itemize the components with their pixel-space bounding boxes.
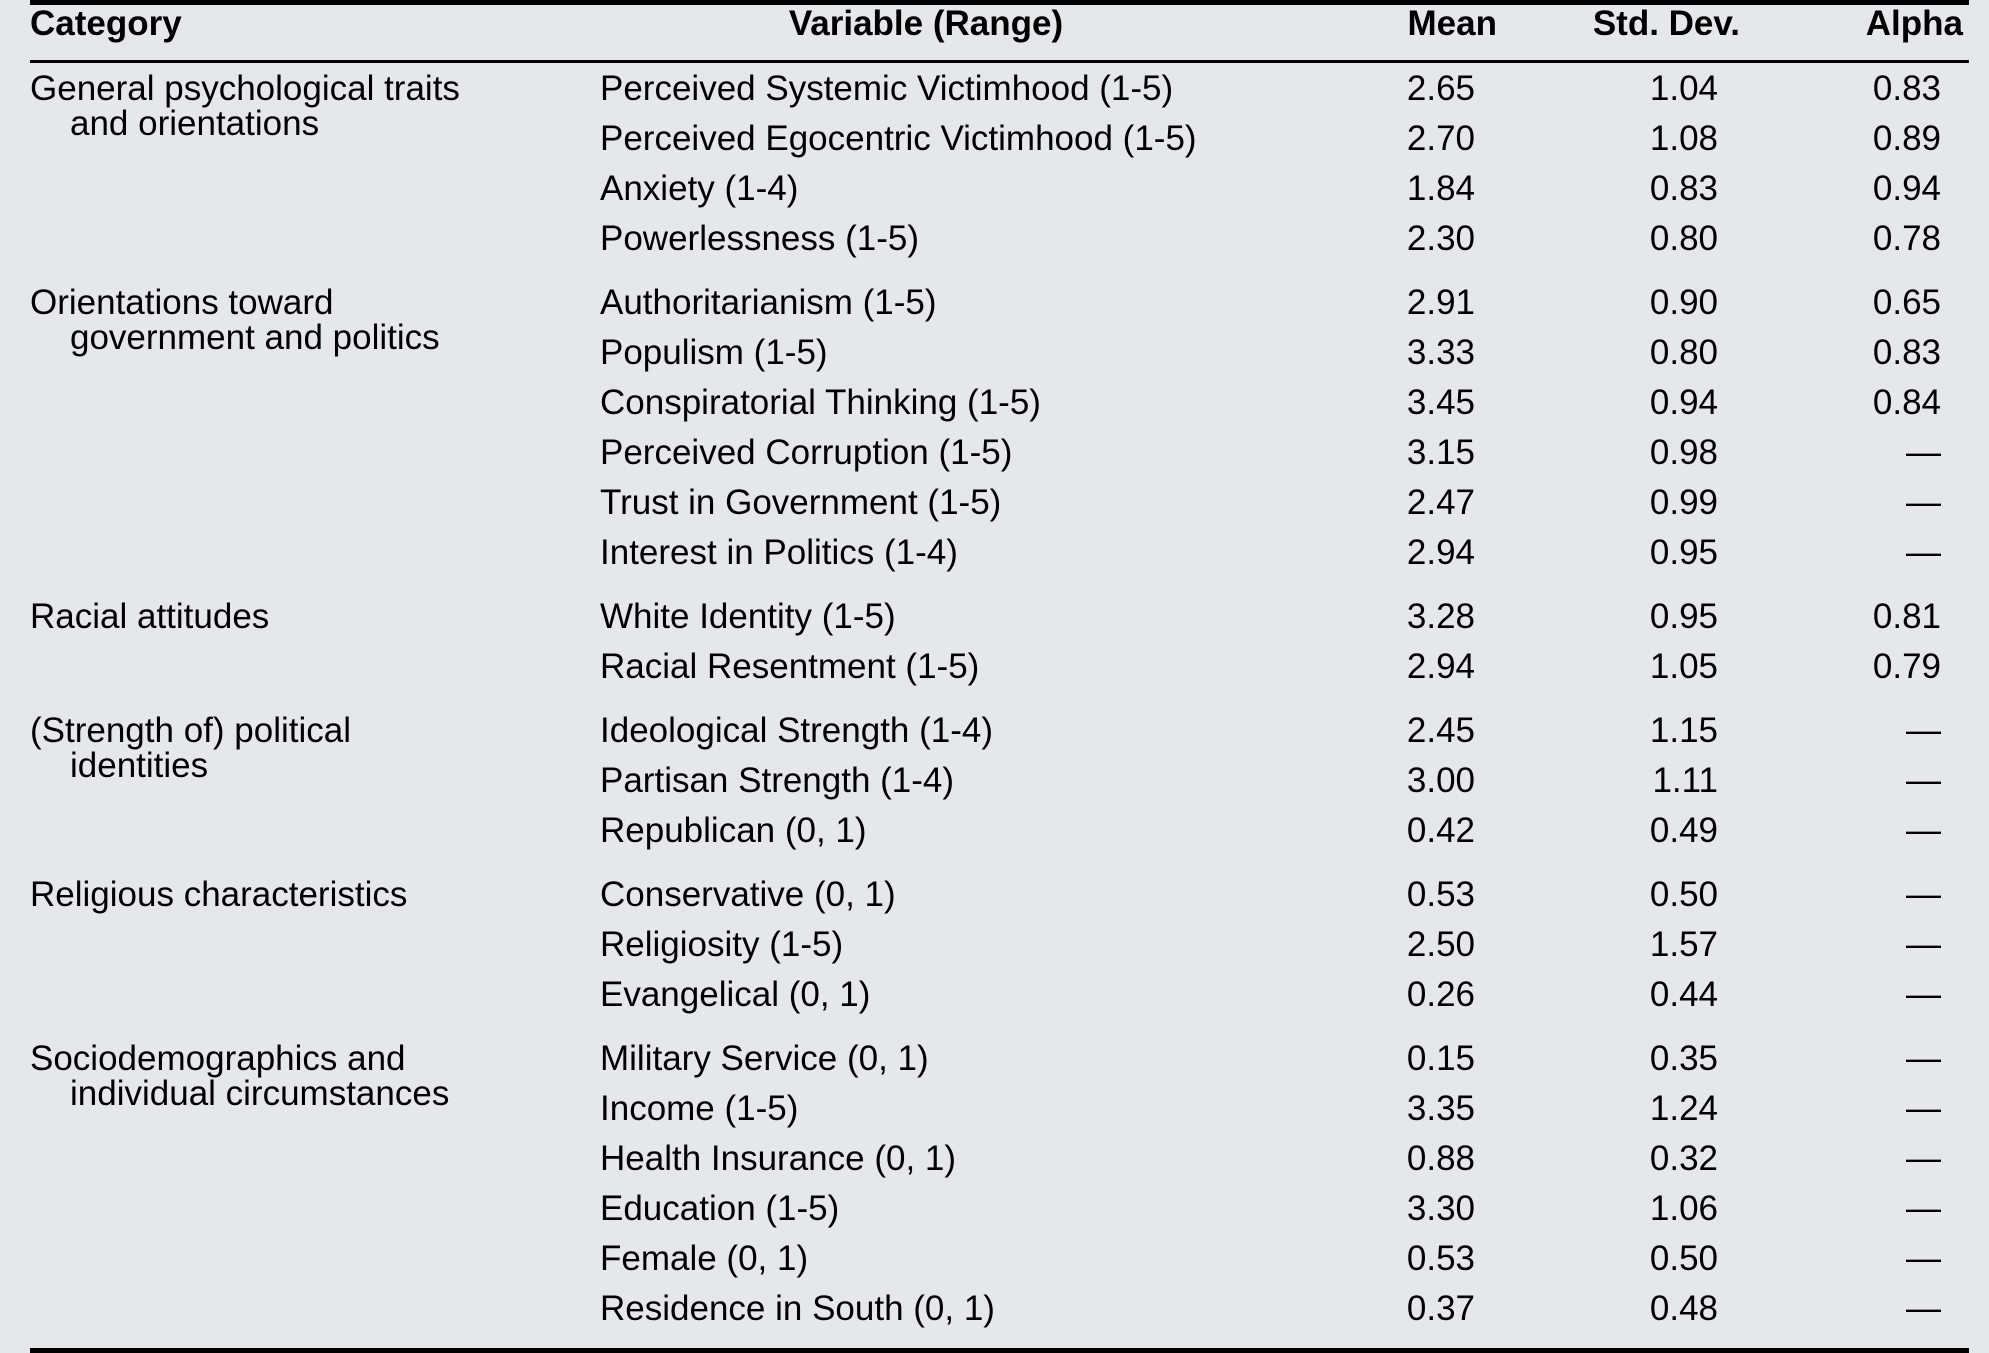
- std-dev-cell: 0.50: [1649, 1238, 1718, 1278]
- column-header-std-dev: Std. Dev.: [1592, 4, 1740, 43]
- alpha-cell: 0.79: [1872, 646, 1941, 686]
- std-dev-cell: 1.04: [1649, 68, 1718, 108]
- mean-cell: 2.47: [1406, 482, 1475, 522]
- alpha-cell: —: [1906, 760, 1941, 800]
- mean-cell: 3.35: [1406, 1088, 1475, 1128]
- mean-cell: 3.45: [1406, 382, 1475, 422]
- variable-cell: Health Insurance (0, 1): [600, 1138, 957, 1178]
- std-dev-cell: 1.24: [1649, 1088, 1718, 1128]
- alpha-cell: —: [1906, 1238, 1941, 1278]
- mean-cell: 1.84: [1406, 168, 1475, 208]
- mean-cell: 3.00: [1406, 760, 1475, 800]
- variable-cell: Evangelical (0, 1): [600, 974, 871, 1014]
- variable-cell: Partisan Strength (1-4): [600, 760, 955, 800]
- std-dev-cell: 1.06: [1649, 1188, 1718, 1228]
- std-dev-cell: 0.48: [1649, 1288, 1718, 1328]
- alpha-cell: 0.78: [1872, 218, 1941, 258]
- std-dev-cell: 0.83: [1649, 168, 1718, 208]
- std-dev-cell: 0.50: [1649, 874, 1718, 914]
- alpha-cell: 0.89: [1872, 118, 1941, 158]
- alpha-cell: 0.65: [1872, 282, 1941, 322]
- category-label-line1: Orientations toward: [30, 282, 334, 322]
- column-header-mean: Mean: [1407, 4, 1497, 43]
- descriptive-statistics-table: [30, 0, 1969, 1353]
- std-dev-cell: 0.95: [1649, 596, 1718, 636]
- table-row: [30, 263, 1969, 327]
- std-dev-cell: 1.15: [1649, 710, 1718, 750]
- category-cell: [30, 691, 600, 855]
- std-dev-cell: 1.11: [1652, 760, 1718, 800]
- mean-cell: 0.88: [1406, 1138, 1475, 1178]
- variable-cell: Female (0, 1): [600, 1238, 809, 1278]
- mean-cell: 0.53: [1406, 874, 1475, 914]
- variable-cell: Income (1-5): [600, 1088, 799, 1128]
- std-dev-cell: 0.80: [1649, 332, 1718, 372]
- variable-cell: Trust in Government (1-5): [600, 482, 1002, 522]
- variable-cell: Religiosity (1-5): [600, 924, 844, 964]
- mean-cell: 2.45: [1406, 710, 1475, 750]
- mean-cell: 2.94: [1406, 646, 1475, 686]
- mean-cell: 2.65: [1406, 68, 1475, 108]
- category-label-line1: Racial attitudes: [30, 596, 270, 636]
- table-header: [30, 3, 1969, 62]
- category-cell: [30, 577, 600, 691]
- table-row: [30, 855, 1969, 919]
- table-row: [30, 61, 1969, 113]
- mean-cell: 2.91: [1406, 282, 1475, 322]
- variable-cell: Racial Resentment (1-5): [600, 646, 980, 686]
- mean-cell: 2.30: [1406, 218, 1475, 258]
- category-cell: [30, 263, 600, 577]
- alpha-cell: —: [1906, 924, 1941, 964]
- variable-cell: Education (1-5): [600, 1188, 840, 1228]
- variable-cell: Residence in South (0, 1): [600, 1288, 995, 1328]
- alpha-cell: 0.83: [1872, 332, 1941, 372]
- category-label-line1: General psychological traits: [30, 68, 460, 108]
- std-dev-cell: 1.57: [1649, 924, 1718, 964]
- alpha-cell: 0.84: [1872, 382, 1941, 422]
- mean-cell: 2.70: [1406, 118, 1475, 158]
- category-label-line2: government and politics: [70, 317, 440, 357]
- category-label-line1: (Strength of) political: [30, 710, 351, 750]
- alpha-cell: 0.81: [1872, 596, 1941, 636]
- std-dev-cell: 0.94: [1649, 382, 1718, 422]
- mean-cell: 3.15: [1406, 432, 1475, 472]
- alpha-cell: —: [1906, 1188, 1941, 1228]
- std-dev-cell: 0.35: [1649, 1038, 1718, 1078]
- alpha-cell: —: [1906, 532, 1941, 572]
- variable-cell: Ideological Strength (1-4): [600, 710, 993, 750]
- alpha-cell: —: [1906, 1138, 1941, 1178]
- column-header-variable: Variable (Range): [788, 4, 1064, 43]
- std-dev-cell: 1.08: [1649, 118, 1718, 158]
- alpha-cell: —: [1906, 1038, 1941, 1078]
- alpha-cell: —: [1906, 482, 1941, 522]
- category-label-line1: Sociodemographics and: [30, 1038, 406, 1078]
- table-row: [30, 577, 1969, 641]
- variable-cell: Perceived Egocentric Victimhood (1-5): [600, 118, 1197, 158]
- variable-cell: Conspiratorial Thinking (1-5): [600, 382, 1041, 422]
- alpha-cell: —: [1906, 874, 1941, 914]
- alpha-cell: —: [1906, 974, 1941, 1014]
- category-label-line1: Religious characteristics: [30, 874, 408, 914]
- alpha-cell: —: [1906, 710, 1941, 750]
- std-dev-cell: 1.05: [1649, 646, 1718, 686]
- std-dev-cell: 0.80: [1649, 218, 1718, 258]
- table-row: [30, 691, 1969, 755]
- std-dev-cell: 0.90: [1649, 282, 1718, 322]
- alpha-cell: 0.94: [1872, 168, 1941, 208]
- category-cell: [30, 61, 600, 263]
- variable-cell: Republican (0, 1): [600, 810, 867, 850]
- column-header-category: Category: [30, 4, 182, 43]
- table-row: [30, 1019, 1969, 1083]
- mean-cell: 3.30: [1406, 1188, 1475, 1228]
- category-label-line2: and orientations: [70, 103, 320, 143]
- variable-cell: Perceived Systemic Victimhood (1-5): [600, 68, 1174, 108]
- std-dev-cell: 0.95: [1649, 532, 1718, 572]
- category-cell: [30, 1019, 600, 1351]
- mean-cell: 2.94: [1406, 532, 1475, 572]
- mean-cell: 0.37: [1406, 1288, 1475, 1328]
- table-header-row: [30, 3, 1969, 62]
- mean-cell: 0.26: [1406, 974, 1475, 1014]
- table-body: [30, 61, 1969, 1350]
- variable-cell: White Identity (1-5): [600, 596, 896, 636]
- alpha-cell: —: [1906, 432, 1941, 472]
- variable-cell: Anxiety (1-4): [600, 168, 799, 208]
- std-dev-cell: 0.99: [1649, 482, 1718, 522]
- alpha-cell: 0.83: [1872, 68, 1941, 108]
- category-cell: [30, 855, 600, 1019]
- category-label-line2: identities: [70, 745, 209, 785]
- column-header-alpha: Alpha: [1865, 4, 1963, 43]
- mean-cell: 0.15: [1406, 1038, 1475, 1078]
- mean-cell: 0.53: [1406, 1238, 1475, 1278]
- std-dev-cell: 0.49: [1649, 810, 1718, 850]
- variable-cell: Populism (1-5): [600, 332, 828, 372]
- std-dev-cell: 0.98: [1649, 432, 1718, 472]
- alpha-cell: —: [1906, 1288, 1941, 1328]
- mean-cell: 2.50: [1406, 924, 1475, 964]
- variable-cell: Authoritarianism (1-5): [600, 282, 937, 322]
- mean-cell: 0.42: [1406, 810, 1475, 850]
- variable-cell: Conservative (0, 1): [600, 874, 896, 914]
- std-dev-cell: 0.32: [1649, 1138, 1718, 1178]
- std-dev-cell: 0.44: [1649, 974, 1718, 1014]
- category-label-line2: individual circumstances: [70, 1073, 450, 1113]
- alpha-cell: —: [1906, 810, 1941, 850]
- variable-cell: Perceived Corruption (1-5): [600, 432, 1013, 472]
- mean-cell: 3.28: [1406, 596, 1475, 636]
- variable-cell: Interest in Politics (1-4): [600, 532, 958, 572]
- variable-cell: Military Service (0, 1): [600, 1038, 929, 1078]
- alpha-cell: —: [1906, 1088, 1941, 1128]
- mean-cell: 3.33: [1406, 332, 1475, 372]
- variable-cell: Powerlessness (1-5): [600, 218, 919, 258]
